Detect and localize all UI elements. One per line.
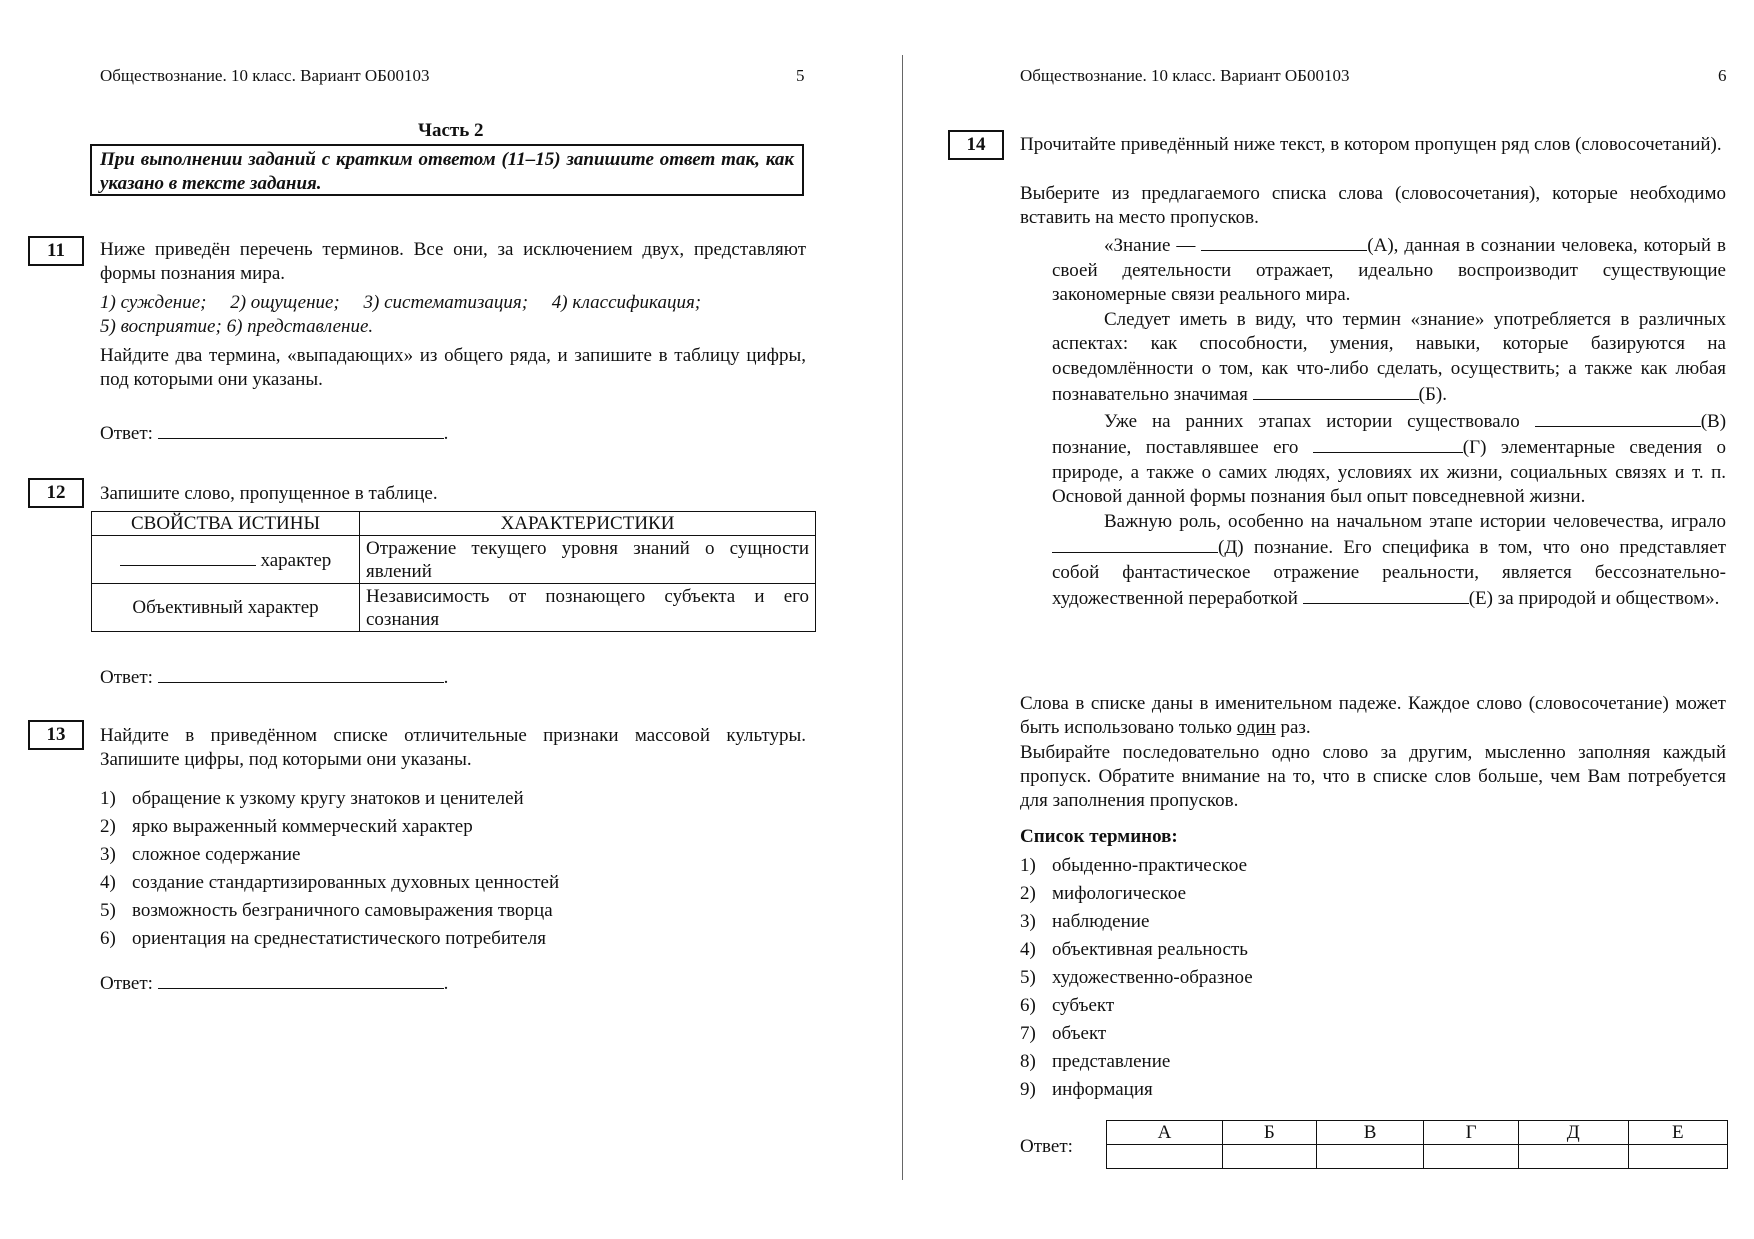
- item-number: 4): [1020, 939, 1036, 960]
- item-number: 8): [1020, 1051, 1036, 1072]
- table-row1-col2: Отражение текущего уровня знаний о сущности явлений: [360, 536, 816, 584]
- answer-cell[interactable]: [1518, 1145, 1628, 1169]
- task-14-answer-label: Ответ:: [1020, 1136, 1073, 1157]
- task-14-note1: [1020, 692, 1726, 740]
- task-14-intro2: Выберите из предлагаемого списка слова (словосочетания), которые необходимо вставить на место пропусков.: [1020, 183, 1726, 228]
- note1-underlined: один: [1236, 717, 1276, 738]
- item-number: 4): [100, 872, 116, 893]
- task-14-text: [1052, 232, 1726, 612]
- blank-A: [1201, 232, 1367, 251]
- item-text: создание стандартизированных духовных ценностей: [132, 872, 560, 893]
- list-item: [1020, 992, 1620, 1020]
- task-12-answer-field[interactable]: [158, 664, 444, 683]
- task-14-intro1: Прочитайте приведённый ниже текст, в котором пропущен ряд слов (словосочетаний).: [1020, 134, 1722, 155]
- list-item: [1020, 880, 1620, 908]
- blank-V: [1535, 408, 1701, 427]
- item-text: субъект: [1052, 995, 1115, 1016]
- item-text: наблюдение: [1052, 911, 1150, 932]
- list-item: [1020, 852, 1620, 880]
- task-13-intro: Найдите в приведённом списке отличительные признаки массовой культуры. Запишите цифры, под которыми они указаны.: [100, 725, 806, 770]
- task-12-intro: Запишите слово, пропущенное в таблице.: [100, 483, 438, 504]
- item-number: 7): [1020, 1023, 1036, 1044]
- item-text: художественно-образное: [1052, 967, 1253, 988]
- item-text: информация: [1052, 1079, 1153, 1100]
- p3-g: (Г): [1462, 437, 1487, 458]
- terms-list-title: Список терминов:: [1020, 826, 1178, 847]
- list-item: [1020, 908, 1620, 936]
- text-paragraph-3: [1052, 408, 1726, 510]
- item-number: 6): [1020, 995, 1036, 1016]
- task-11-number: 11: [28, 236, 84, 266]
- list-item: [1020, 1020, 1620, 1048]
- list-item: [100, 869, 800, 897]
- item-text: ориентация на среднестатистического потребителя: [132, 928, 546, 949]
- row1-suffix: характер: [260, 550, 332, 571]
- page-divider: [902, 55, 903, 1180]
- text-paragraph-2: [1052, 308, 1726, 408]
- table-header-characteristics: ХАРАКТЕРИСТИКИ: [360, 512, 816, 536]
- item-text: мифологическое: [1052, 883, 1187, 904]
- p4-end: (Е) за природой и обществом».: [1468, 588, 1720, 609]
- p3-mid: (В) познание, поставлявшее его: [1052, 410, 1727, 458]
- answer-col-header: А: [1107, 1121, 1223, 1145]
- left-page-header: Обществознание. 10 класс. Вариант ОБ00103: [100, 66, 430, 85]
- answer-label: Ответ:: [100, 667, 153, 688]
- list-item: [100, 813, 800, 841]
- answer-cell[interactable]: [1107, 1145, 1223, 1169]
- answer-col-header: Е: [1628, 1121, 1727, 1145]
- item-number: 5): [1020, 967, 1036, 988]
- item-text: возможность безграничного самовыражения творца: [132, 900, 553, 921]
- item-number: 5): [100, 900, 116, 921]
- answer-col-header: Г: [1424, 1121, 1518, 1145]
- item-text: обыденно-практическое: [1052, 855, 1248, 876]
- table-header-properties: СВОЙСТВА ИСТИНЫ: [92, 512, 360, 536]
- item-number: 1): [100, 788, 116, 809]
- answer-col-header: Д: [1518, 1121, 1628, 1145]
- p4-mid: (Д) познание. Его специфика в том, что оно представляет собой фантастическое отражение реальности, является бессознательно-художественной переработкой: [1052, 537, 1726, 609]
- task-12-answer-row: Ответ: .: [100, 664, 448, 689]
- note1-a: Слова в списке даны в именительном падеже. Каждое слово (словосочетание) может быть использовано только: [1020, 693, 1726, 738]
- item-text: объект: [1052, 1023, 1107, 1044]
- task-13-answer-field[interactable]: [158, 970, 444, 989]
- blank-D: [1052, 534, 1218, 553]
- task-13-number: 13: [28, 720, 84, 750]
- table-row1-col1: [92, 536, 360, 584]
- answer-cell[interactable]: [1424, 1145, 1518, 1169]
- task-12-number: 12: [28, 478, 84, 508]
- task-11-question: Найдите два термина, «выпадающих» из общего ряда, и запишите в таблицу цифры, под которыми они указаны.: [100, 345, 806, 390]
- list-item: [1020, 1048, 1620, 1076]
- p2: Следует иметь в виду, что термин «знание» употребляется в различных аспектах: как способности, умения, навыки, которые базируются на осведомлённости о том, как что-либо сделать, осуществить; а также как любая познавательно значимая: [1052, 308, 1726, 405]
- task-11-terms-line1: 1) суждение; 2) ощущение; 3) систематизация; 4) классификация;: [100, 292, 702, 313]
- list-item: [100, 841, 800, 869]
- item-text: обращение к узкому кругу знатоков и ценителей: [132, 788, 524, 809]
- blank-G: [1313, 434, 1463, 453]
- task-13-list: [100, 785, 800, 953]
- answer-label: Ответ:: [100, 423, 153, 444]
- answer-cell[interactable]: [1222, 1145, 1316, 1169]
- answer-cell[interactable]: [1628, 1145, 1727, 1169]
- p3-start: Уже на ранних этапах истории существовало: [1104, 410, 1520, 432]
- list-item: [100, 925, 800, 953]
- part-title: Часть 2: [418, 120, 484, 141]
- item-number: 3): [1020, 911, 1036, 932]
- task-11-answer-field[interactable]: [158, 420, 444, 439]
- right-page-header: Обществознание. 10 класс. Вариант ОБ00103: [1020, 66, 1350, 85]
- item-number: 6): [100, 928, 116, 949]
- answer-col-header: Б: [1222, 1121, 1316, 1145]
- item-text: объективная реальность: [1052, 939, 1248, 960]
- answer-label: Ответ:: [100, 973, 153, 994]
- table-row2-col1: Объективный характер: [92, 584, 360, 632]
- blank-B: [1253, 381, 1419, 400]
- item-text: представление: [1052, 1051, 1171, 1072]
- list-item: [1020, 1076, 1620, 1104]
- blank-E: [1303, 585, 1469, 604]
- task-12-table: [91, 511, 816, 632]
- item-number: 3): [100, 844, 116, 865]
- task-14-number: 14: [948, 130, 1004, 160]
- task-11-terms-line2: 5) восприятие; 6) представление.: [100, 316, 374, 337]
- item-text: ярко выраженный коммерческий характер: [132, 816, 473, 837]
- table-row2-col2: Независимость от познающего субъекта и его сознания: [360, 584, 816, 632]
- task-11-answer-row: Ответ: .: [100, 420, 448, 445]
- list-item: [1020, 936, 1620, 964]
- task-13-answer-row: Ответ: .: [100, 970, 448, 995]
- item-number: 1): [1020, 855, 1036, 876]
- list-item: [100, 785, 800, 813]
- p1-start: «Знание —: [1104, 235, 1196, 256]
- text-paragraph-1: [1052, 232, 1726, 308]
- note1-b: раз.: [1280, 717, 1311, 738]
- p2-end: (Б).: [1418, 384, 1447, 405]
- answer-cell[interactable]: [1316, 1145, 1424, 1169]
- item-number: 2): [100, 816, 116, 837]
- left-page-number: 5: [796, 66, 805, 85]
- item-number: 2): [1020, 883, 1036, 904]
- p1-rest: (А), данная в сознании человека, который в своей деятельности отражает, идеально воспроизводит существующие закономерные связи реального мира.: [1052, 235, 1726, 305]
- item-number: 9): [1020, 1079, 1036, 1100]
- p4-start: Важную роль, особенно на начальном этапе истории человечества, играло: [1104, 510, 1726, 532]
- task-14-note2: Выбирайте последовательно одно слово за другим, мысленно заполняя каждый пропуск. Обратите внимание на то, что в списке слов больше, чем Вам потребуется для заполнения пропусков.: [1020, 742, 1726, 811]
- answer-col-header: В: [1316, 1121, 1424, 1145]
- list-item: [1020, 964, 1620, 992]
- terms-list: [1020, 852, 1620, 1104]
- task-12-answer-blank[interactable]: [120, 547, 256, 566]
- task-14-answer-table: [1106, 1120, 1728, 1169]
- item-text: сложное содержание: [132, 844, 301, 865]
- instruction-box: При выполнении заданий с кратким ответом (11–15) запишите ответ так, как указано в тексте задания.: [90, 144, 804, 196]
- p3-rest: элементарные сведения о природе, а также о самих людях, условиях их жизни, социальных связях и т. п. Основой данной формы познания был опыт повседневной жизни.: [1052, 437, 1727, 507]
- task-11-intro: Ниже приведён перечень терминов. Все они, за исключением двух, представляют формы познания мира.: [100, 239, 806, 284]
- text-paragraph-4: [1052, 510, 1726, 612]
- right-page-number: 6: [1718, 66, 1727, 85]
- list-item: [100, 897, 800, 925]
